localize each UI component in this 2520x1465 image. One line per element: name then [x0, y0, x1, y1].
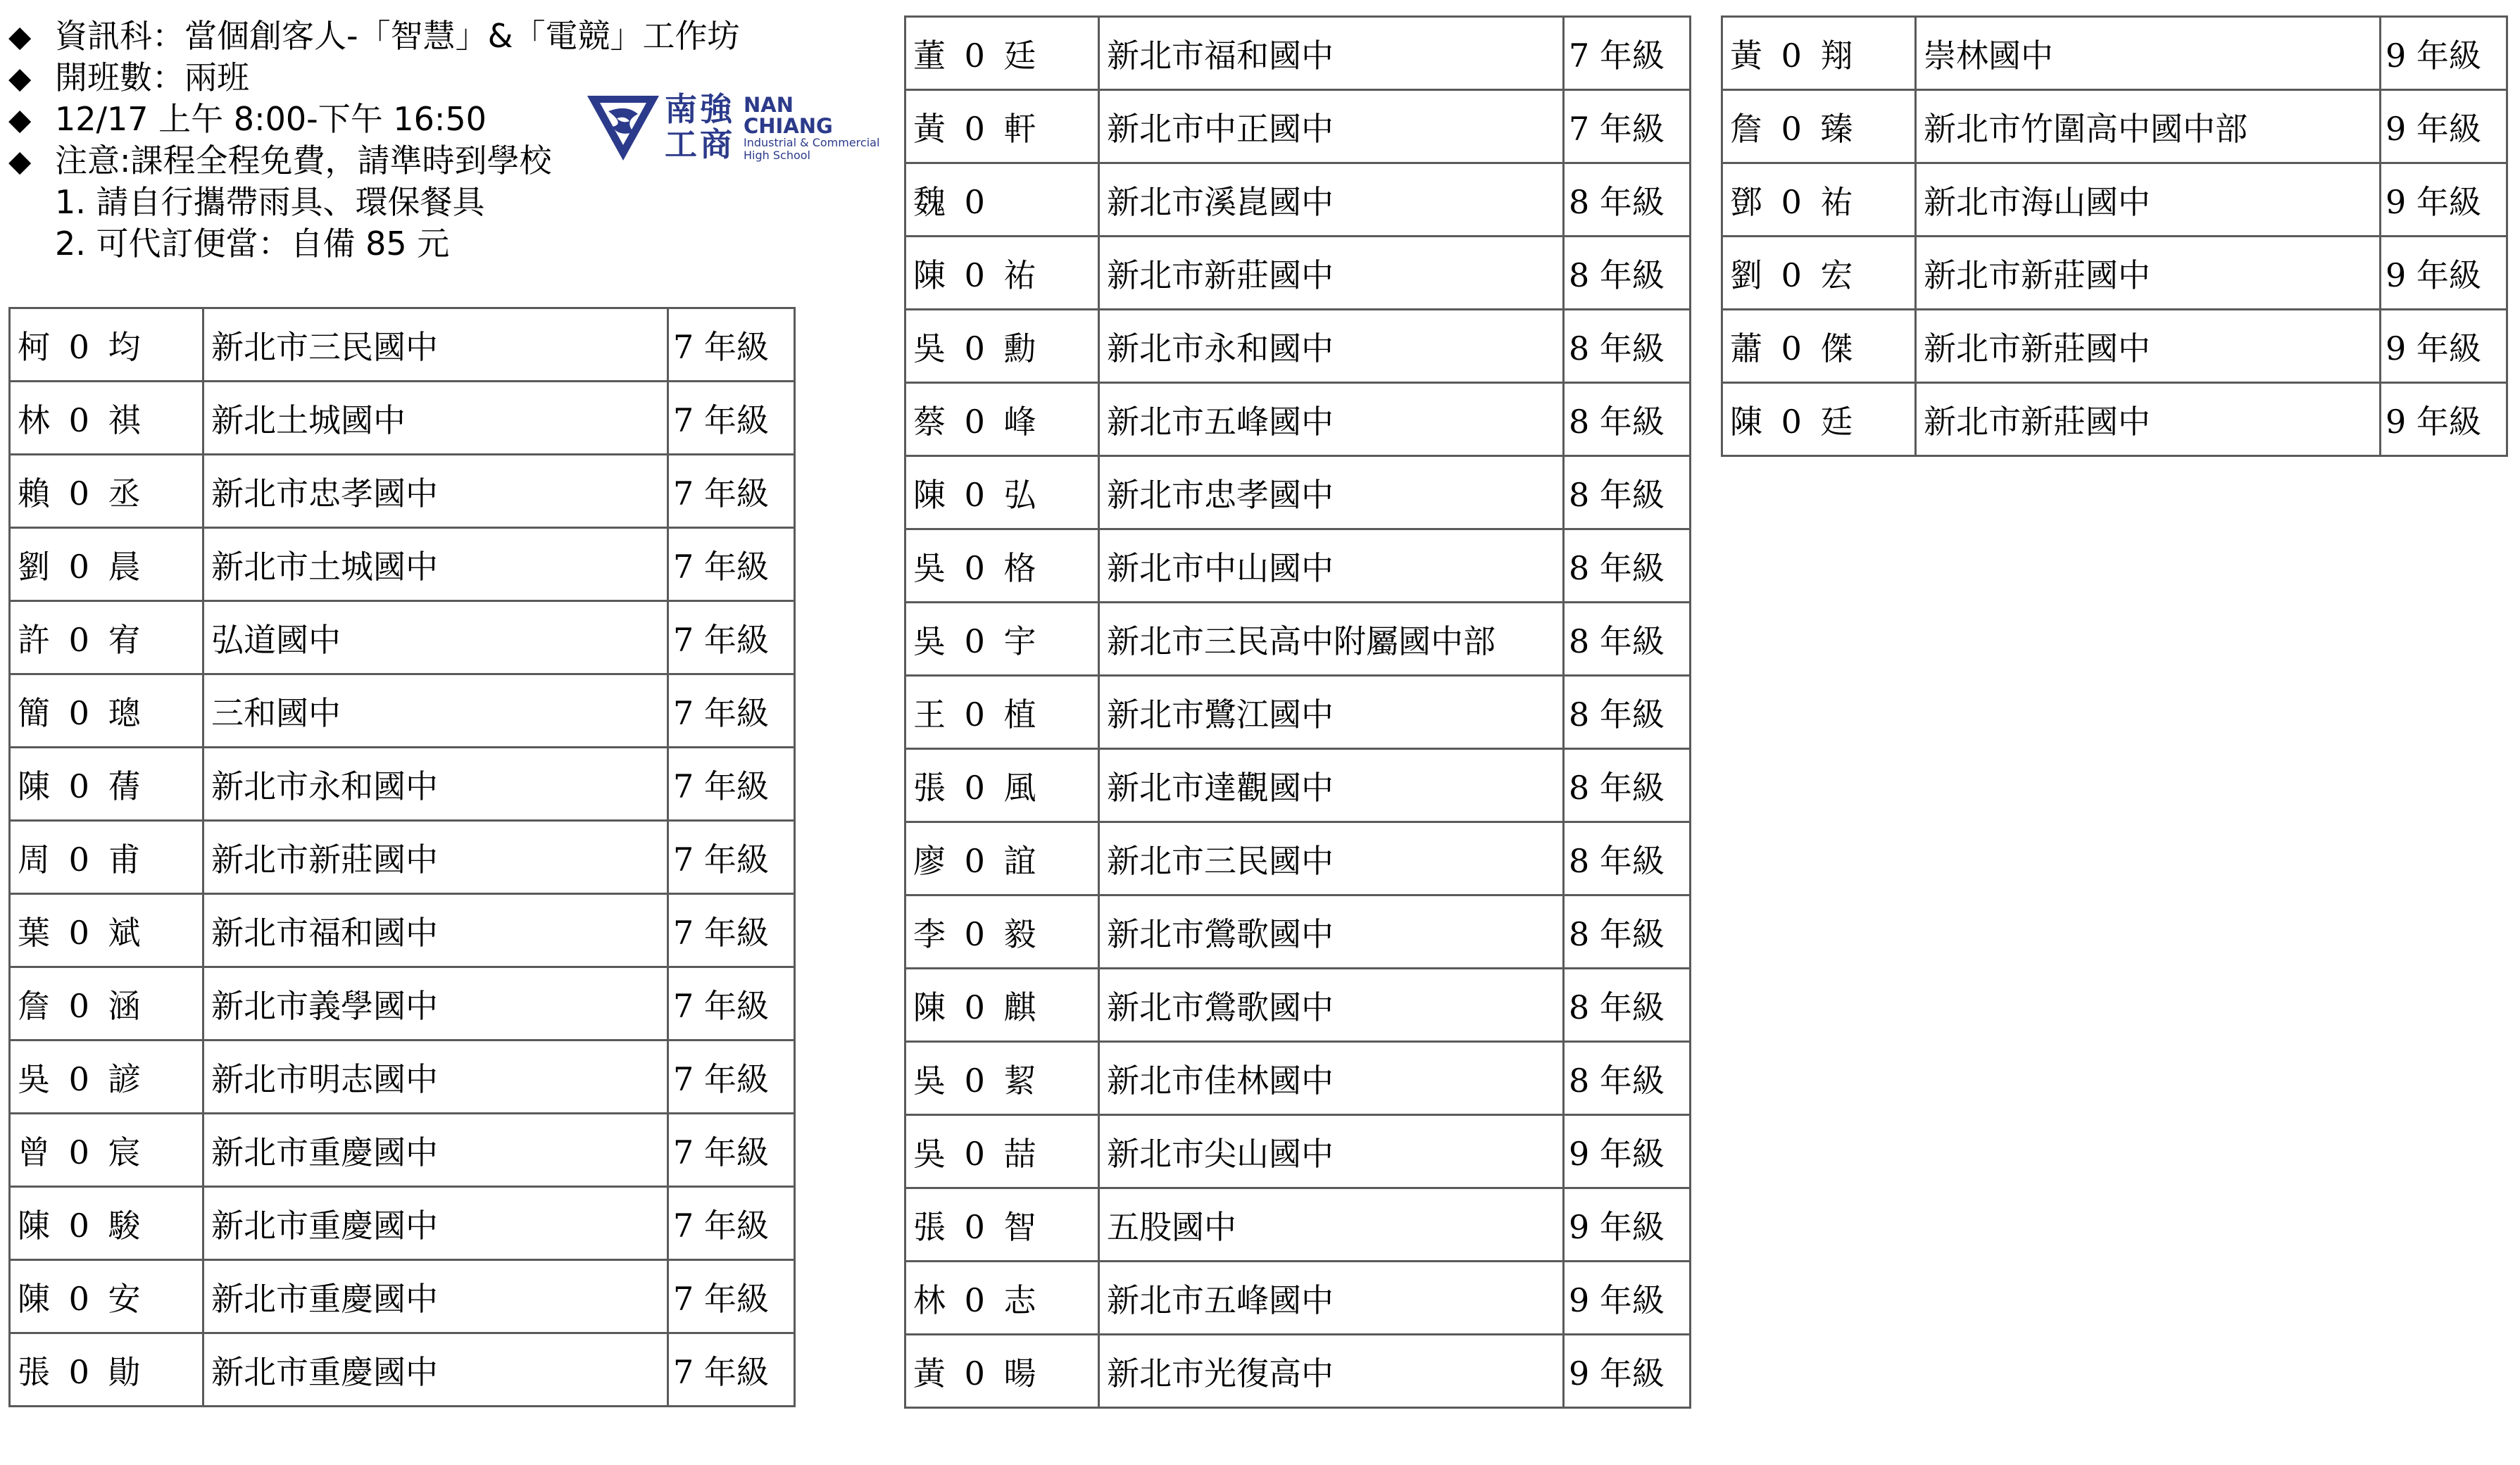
student-name-cell: 廖 0 誼 — [905, 822, 1099, 895]
grade-cell: 8 年級 — [1564, 529, 1691, 603]
classes-text: 開班數：兩班 — [55, 58, 249, 96]
student-name-cell: 黃 0 翔 — [1722, 17, 1916, 90]
table-row — [905, 90, 1691, 163]
table-row — [905, 895, 1691, 969]
table-row — [905, 1115, 1691, 1188]
diamond-bullet-icon: ◆ — [8, 19, 32, 54]
student-name-cell: 蕭 0 傑 — [1722, 310, 1916, 383]
school-cell: 新北市溪崑國中 — [1099, 163, 1564, 237]
grade-cell: 8 年級 — [1564, 456, 1691, 529]
school-cell: 新北市達觀國中 — [1099, 749, 1564, 822]
grade-cell: 9 年級 — [2381, 310, 2507, 383]
grade-cell: 7 年級 — [668, 894, 795, 967]
roster-table-1 — [8, 307, 796, 1407]
notice-text: 注意:課程全程免費，請準時到學校 — [55, 142, 552, 180]
table-row — [1722, 237, 2507, 310]
table-row — [905, 1262, 1691, 1335]
student-name-cell: 吳 0 宇 — [905, 603, 1099, 676]
note-item-1-text: 1. 請自行攜帶雨具、環保餐具 — [55, 183, 485, 221]
student-name-cell: 張 0 勛 — [10, 1333, 203, 1407]
school-cell: 新北市五峰國中 — [1099, 1262, 1564, 1335]
grade-cell: 7 年級 — [668, 308, 795, 382]
table-row — [905, 822, 1691, 895]
table-row — [905, 163, 1691, 237]
table-row — [1722, 310, 2507, 383]
student-name-cell: 陳 0 安 — [10, 1260, 203, 1333]
table-row — [1722, 163, 2507, 237]
student-name-cell: 黃 0 暘 — [905, 1335, 1099, 1408]
school-cell: 新北市忠孝國中 — [1099, 456, 1564, 529]
table-row — [905, 749, 1691, 822]
table-row — [10, 601, 795, 674]
school-cell: 新北市福和國中 — [1099, 17, 1564, 90]
grade-cell: 8 年級 — [1564, 969, 1691, 1042]
student-name-cell: 張 0 智 — [905, 1188, 1099, 1262]
grade-cell: 8 年級 — [1564, 163, 1691, 237]
student-name-cell: 黃 0 軒 — [905, 90, 1099, 163]
table-row — [905, 1042, 1691, 1115]
grade-cell: 7 年級 — [668, 382, 795, 455]
student-name-cell: 吳 0 格 — [905, 529, 1099, 603]
grade-cell: 7 年級 — [668, 748, 795, 821]
school-cell: 新北市中山國中 — [1099, 529, 1564, 603]
school-cell: 新北市佳林國中 — [1099, 1042, 1564, 1115]
school-cell: 新北市土城國中 — [203, 528, 668, 601]
grade-cell: 8 年級 — [1564, 676, 1691, 749]
school-cell: 新北市五峰國中 — [1099, 383, 1564, 456]
department-text: 資訊科：當個創客人-「智慧」&「電競」工作坊 — [55, 17, 740, 55]
grade-cell: 7 年級 — [1564, 90, 1691, 163]
student-name-cell: 吳 0 勳 — [905, 310, 1099, 383]
student-name-cell: 陳 0 駿 — [10, 1187, 203, 1260]
table-row — [905, 237, 1691, 310]
grade-cell: 8 年級 — [1564, 310, 1691, 383]
table-row — [905, 383, 1691, 456]
student-name-cell: 林 0 志 — [905, 1262, 1099, 1335]
table-row — [905, 456, 1691, 529]
student-name-cell: 陳 0 蒨 — [10, 748, 203, 821]
school-cell: 新北市中正國中 — [1099, 90, 1564, 163]
student-name-cell: 陳 0 弘 — [905, 456, 1099, 529]
table-row — [1722, 383, 2507, 456]
grade-cell: 8 年級 — [1564, 822, 1691, 895]
student-name-cell: 周 0 甫 — [10, 821, 203, 894]
student-name-cell: 簡 0 璁 — [10, 674, 203, 748]
school-cell: 新北市重慶國中 — [203, 1187, 668, 1260]
student-name-cell: 詹 0 涵 — [10, 967, 203, 1040]
grade-cell: 8 年級 — [1564, 749, 1691, 822]
student-name-cell: 詹 0 臻 — [1722, 90, 1916, 163]
student-name-cell: 劉 0 宏 — [1722, 237, 1916, 310]
grade-cell: 9 年級 — [2381, 383, 2507, 456]
grade-cell: 7 年級 — [668, 1187, 795, 1260]
school-cell: 弘道國中 — [203, 601, 668, 674]
grade-cell: 8 年級 — [1564, 237, 1691, 310]
note-item-1 — [8, 182, 797, 223]
school-cell: 新北市三民高中附屬國中部 — [1099, 603, 1564, 676]
grade-cell: 9 年級 — [2381, 17, 2507, 90]
student-name-cell: 張 0 風 — [905, 749, 1099, 822]
table-row — [905, 603, 1691, 676]
student-name-cell: 李 0 毅 — [905, 895, 1099, 969]
diamond-bullet-icon: ◆ — [8, 61, 32, 95]
school-cell: 新北市義學國中 — [203, 967, 668, 1040]
table-row — [10, 748, 795, 821]
school-cell: 新北市新莊國中 — [1099, 237, 1564, 310]
table-row — [10, 967, 795, 1040]
school-cell: 新北市重慶國中 — [203, 1114, 668, 1187]
school-cell: 新北市重慶國中 — [203, 1333, 668, 1407]
logo-chinese-name: 南強工商 — [665, 90, 735, 163]
student-name-cell: 吳 0 絜 — [905, 1042, 1099, 1115]
student-name-cell: 許 0 宥 — [10, 601, 203, 674]
grade-cell: 9 年級 — [1564, 1115, 1691, 1188]
table-row — [10, 1040, 795, 1114]
logo-english-line-4: High School — [744, 149, 810, 162]
school-cell: 新北市新莊國中 — [203, 821, 668, 894]
grade-cell: 8 年級 — [1564, 603, 1691, 676]
grade-cell: 7 年級 — [668, 821, 795, 894]
logo-english-name — [744, 94, 833, 137]
student-name-cell: 吳 0 喆 — [905, 1115, 1099, 1188]
grade-cell: 9 年級 — [2381, 90, 2507, 163]
school-cell: 新北土城國中 — [203, 382, 668, 455]
student-name-cell: 葉 0 斌 — [10, 894, 203, 967]
school-cell: 新北市新莊國中 — [1916, 237, 2381, 310]
table-row — [10, 894, 795, 967]
table-row — [10, 1333, 795, 1407]
grade-cell: 7 年級 — [668, 967, 795, 1040]
table-row — [905, 529, 1691, 603]
student-name-cell: 柯 0 均 — [10, 308, 203, 382]
student-name-cell: 王 0 植 — [905, 676, 1099, 749]
school-cell: 新北市尖山國中 — [1099, 1115, 1564, 1188]
school-cell: 三和國中 — [203, 674, 668, 748]
table-row — [10, 528, 795, 601]
school-cell: 新北市新莊國中 — [1916, 383, 2381, 456]
table-row — [905, 310, 1691, 383]
diamond-bullet-icon: ◆ — [8, 102, 32, 137]
school-cell: 新北市新莊國中 — [1916, 310, 2381, 383]
note-item-2-text: 2. 可代訂便當：自備 85 元 — [55, 225, 450, 263]
grade-cell: 7 年級 — [668, 1260, 795, 1333]
student-name-cell: 林 0 祺 — [10, 382, 203, 455]
grade-cell: 9 年級 — [1564, 1335, 1691, 1408]
diamond-bullet-icon: ◆ — [8, 144, 32, 178]
student-name-cell: 魏 0 — [905, 163, 1099, 237]
table-row — [1722, 17, 2507, 90]
logo-english-subtitle — [744, 137, 879, 162]
grade-cell: 7 年級 — [668, 601, 795, 674]
student-name-cell: 吳 0 諺 — [10, 1040, 203, 1114]
grade-cell: 7 年級 — [668, 1333, 795, 1407]
student-name-cell: 鄧 0 祐 — [1722, 163, 1916, 237]
school-emblem-icon — [584, 90, 662, 163]
grade-cell: 9 年級 — [2381, 163, 2507, 237]
table-row — [905, 17, 1691, 90]
grade-cell: 7 年級 — [668, 455, 795, 528]
table-row — [905, 969, 1691, 1042]
school-cell: 新北市忠孝國中 — [203, 455, 668, 528]
grade-cell: 7 年級 — [668, 528, 795, 601]
grade-cell: 7 年級 — [668, 1114, 795, 1187]
grade-cell: 9 年級 — [2381, 237, 2507, 310]
school-cell: 新北市永和國中 — [203, 748, 668, 821]
table-row — [10, 455, 795, 528]
school-cell: 新北市福和國中 — [203, 894, 668, 967]
time-text: 12/17 上午 8:00-下午 16:50 — [55, 100, 487, 138]
roster-table-2 — [904, 15, 1691, 1409]
school-cell: 五股國中 — [1099, 1188, 1564, 1262]
school-cell: 新北市光復高中 — [1099, 1335, 1564, 1408]
table-row — [905, 1188, 1691, 1262]
student-name-cell: 陳 0 祐 — [905, 237, 1099, 310]
roster-table-3 — [1721, 15, 2508, 457]
school-cell: 新北市三民國中 — [1099, 822, 1564, 895]
school-cell: 新北市重慶國中 — [203, 1260, 668, 1333]
school-cell: 新北市鶯歌國中 — [1099, 895, 1564, 969]
table-row — [905, 676, 1691, 749]
grade-cell: 8 年級 — [1564, 1042, 1691, 1115]
student-name-cell: 蔡 0 峰 — [905, 383, 1099, 456]
student-name-cell: 董 0 廷 — [905, 17, 1099, 90]
student-name-cell: 劉 0 晨 — [10, 528, 203, 601]
table-row — [10, 674, 795, 748]
table-row — [10, 1187, 795, 1260]
student-name-cell: 賴 0 丞 — [10, 455, 203, 528]
student-name-cell: 曾 0 宸 — [10, 1114, 203, 1187]
school-cell: 新北市海山國中 — [1916, 163, 2381, 237]
note-item-2 — [8, 223, 797, 265]
school-cell: 新北市三民國中 — [203, 308, 668, 382]
table-row — [10, 821, 795, 894]
school-cell: 新北市鷺江國中 — [1099, 676, 1564, 749]
table-row — [1722, 90, 2507, 163]
grade-cell: 8 年級 — [1564, 383, 1691, 456]
school-cell: 新北市明志國中 — [203, 1040, 668, 1114]
grade-cell: 8 年級 — [1564, 895, 1691, 969]
grade-cell: 9 年級 — [1564, 1262, 1691, 1335]
grade-cell: 9 年級 — [1564, 1188, 1691, 1262]
table-row — [10, 308, 795, 382]
logo-english-line-1: NAN — [744, 93, 794, 117]
school-logo — [584, 90, 887, 168]
table-row — [905, 1335, 1691, 1408]
note-line-department — [8, 15, 797, 57]
student-name-cell: 陳 0 麒 — [905, 969, 1099, 1042]
school-cell: 崇林國中 — [1916, 17, 2381, 90]
grade-cell: 7 年級 — [668, 1040, 795, 1114]
student-name-cell: 陳 0 廷 — [1722, 383, 1916, 456]
table-row — [10, 382, 795, 455]
logo-english-line-3: Industrial & Commercial — [744, 136, 880, 149]
grade-cell: 7 年級 — [668, 674, 795, 748]
school-cell: 新北市鶯歌國中 — [1099, 969, 1564, 1042]
school-cell: 新北市永和國中 — [1099, 310, 1564, 383]
table-row — [10, 1114, 795, 1187]
table-row — [10, 1260, 795, 1333]
school-cell: 新北市竹圍高中國中部 — [1916, 90, 2381, 163]
grade-cell: 7 年級 — [1564, 17, 1691, 90]
logo-english-line-2: CHIANG — [744, 114, 833, 138]
